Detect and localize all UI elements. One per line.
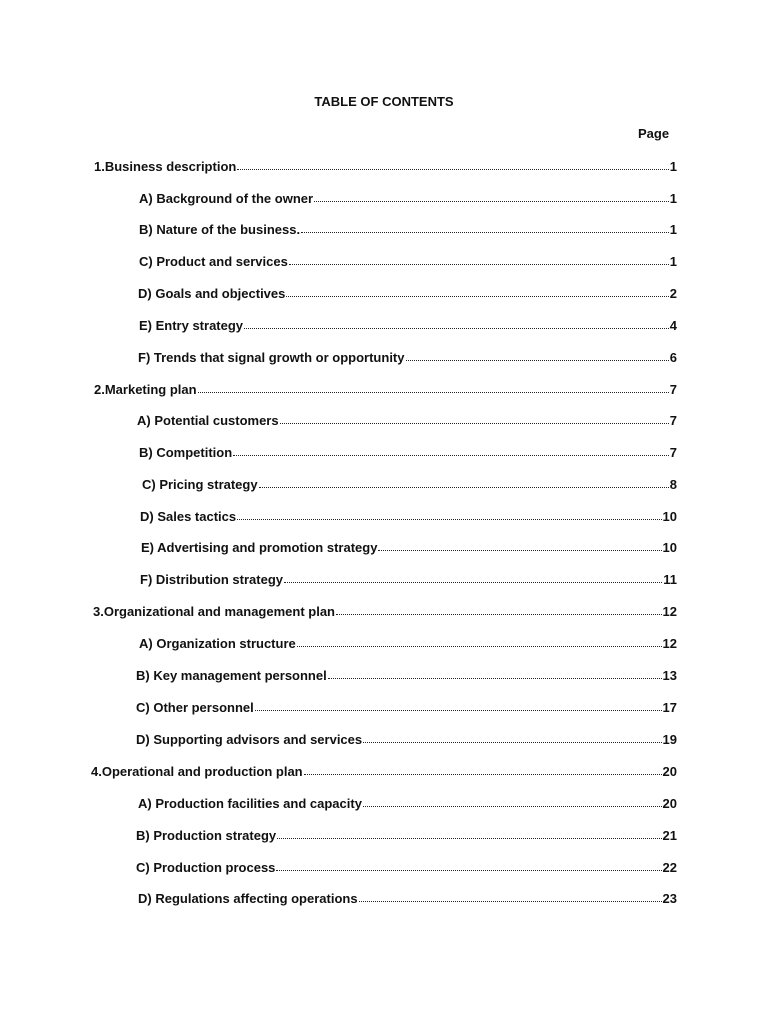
- dot-leader: [363, 795, 662, 807]
- dot-leader: [301, 221, 669, 233]
- toc-entry-label: 2.Marketing plan: [94, 382, 197, 397]
- toc-entry-label: C) Other personnel: [136, 700, 254, 715]
- dot-leader: [259, 476, 669, 488]
- toc-entry-page: 6: [669, 350, 677, 365]
- toc-subentry[interactable]: [142, 476, 677, 494]
- dot-leader: [237, 508, 661, 520]
- page-column-label: Page: [638, 126, 670, 141]
- dot-leader: [286, 285, 668, 297]
- dot-leader: [314, 190, 669, 202]
- dot-leader: [363, 731, 661, 743]
- toc-subentry[interactable]: [141, 539, 677, 557]
- toc-entry-page: 7: [669, 382, 677, 397]
- toc-entry-label: A) Organization structure: [139, 636, 296, 651]
- toc-entry-page: 12: [662, 604, 677, 619]
- dot-leader: [198, 381, 669, 393]
- dot-leader: [280, 412, 669, 424]
- dot-leader: [284, 571, 662, 583]
- toc-entry-label: A) Production facilities and capacity: [138, 796, 362, 811]
- toc-entry-page: 10: [662, 540, 677, 555]
- toc-entry-label: E) Entry strategy: [139, 318, 244, 333]
- dot-leader: [406, 349, 669, 361]
- toc-entry-page: 7: [669, 445, 677, 460]
- toc-entry-label: C) Product and services: [139, 254, 288, 269]
- dot-leader: [289, 253, 669, 265]
- toc-subentry[interactable]: [136, 699, 677, 717]
- toc-subentry[interactable]: [138, 890, 677, 908]
- toc-section-3[interactable]: [93, 603, 677, 621]
- toc-subentry[interactable]: [139, 221, 677, 239]
- toc-entry-page: 1: [669, 159, 677, 174]
- toc-entry-label: E) Advertising and promotion strategy: [141, 540, 378, 555]
- dot-leader: [277, 827, 661, 839]
- toc-subentry[interactable]: [139, 190, 677, 208]
- toc-entry-label: A) Potential customers: [137, 413, 279, 428]
- toc-entry-label: C) Pricing strategy: [142, 477, 258, 492]
- toc-entry-page: 4: [669, 318, 677, 333]
- toc-subentry[interactable]: [139, 317, 677, 335]
- toc-subentry[interactable]: [138, 349, 677, 367]
- toc-entry-page: 23: [662, 891, 677, 906]
- toc-entry-page: 13: [662, 668, 677, 683]
- toc-subentry[interactable]: [139, 635, 677, 653]
- toc-entry-label: B) Key management personnel: [136, 668, 327, 683]
- toc-entry-label: F) Trends that signal growth or opportunity: [138, 350, 405, 365]
- dot-leader: [297, 635, 662, 647]
- toc-entry-label: 1.Business description: [94, 159, 237, 174]
- toc-entry-page: 21: [662, 828, 677, 843]
- dot-leader: [378, 539, 661, 551]
- toc-subentry[interactable]: [140, 571, 677, 589]
- toc-subentry[interactable]: [140, 508, 677, 526]
- toc-subentry[interactable]: [138, 285, 677, 303]
- toc-entry-label: 4.Operational and production plan: [91, 764, 303, 779]
- toc-section-4[interactable]: [91, 763, 677, 781]
- toc-entry-label: A) Background of the owner: [139, 191, 314, 206]
- toc-subentry[interactable]: [137, 412, 677, 430]
- dot-leader: [233, 444, 669, 456]
- toc-entry-page: 17: [662, 700, 677, 715]
- toc-entry-page: 1: [669, 191, 677, 206]
- toc-entry-page: 20: [662, 796, 677, 811]
- toc-entry-page: 12: [662, 636, 677, 651]
- toc-entry-page: 2: [669, 286, 677, 301]
- toc-entry-label: D) Regulations affecting operations: [138, 891, 358, 906]
- dot-leader: [328, 667, 662, 679]
- dot-leader: [304, 763, 662, 775]
- toc-entry-label: B) Nature of the business.: [139, 222, 301, 237]
- toc-entry-label: 3.Organizational and management plan: [93, 604, 335, 619]
- toc-entry-label: C) Production process: [136, 860, 276, 875]
- toc-entry-page: 7: [669, 413, 677, 428]
- dot-leader: [237, 158, 668, 170]
- toc-entry-label: D) Supporting advisors and services: [136, 732, 363, 747]
- toc-entry-label: D) Sales tactics: [140, 509, 237, 524]
- dot-leader: [336, 603, 662, 615]
- toc-subentry[interactable]: [138, 795, 677, 813]
- toc-entry-page: 11: [663, 572, 677, 587]
- toc-section-1[interactable]: [94, 158, 677, 176]
- toc-entry-page: 1: [669, 222, 677, 237]
- toc-subentry[interactable]: [139, 444, 677, 462]
- toc-entry-page: 22: [662, 860, 677, 875]
- toc-entry-page: 1: [669, 254, 677, 269]
- toc-entry-label: B) Production strategy: [136, 828, 277, 843]
- toc-subentry[interactable]: [136, 859, 677, 877]
- toc-entry-page: 19: [662, 732, 677, 747]
- toc-title: TABLE OF CONTENTS: [314, 94, 454, 109]
- toc-subentry[interactable]: [139, 253, 677, 271]
- dot-leader: [359, 890, 662, 902]
- toc-entry-label: D) Goals and objectives: [138, 286, 286, 301]
- toc-entry-label: F) Distribution strategy: [140, 572, 284, 587]
- toc-subentry[interactable]: [136, 731, 677, 749]
- toc-entry-label: B) Competition: [139, 445, 233, 460]
- dot-leader: [276, 859, 661, 871]
- toc-section-2[interactable]: [94, 381, 677, 399]
- toc-subentry[interactable]: [136, 827, 677, 845]
- dot-leader: [255, 699, 662, 711]
- dot-leader: [244, 317, 669, 329]
- toc-entry-page: 10: [662, 509, 677, 524]
- toc-subentry[interactable]: [136, 667, 677, 685]
- toc-entry-page: 8: [669, 477, 677, 492]
- toc-entry-page: 20: [662, 764, 677, 779]
